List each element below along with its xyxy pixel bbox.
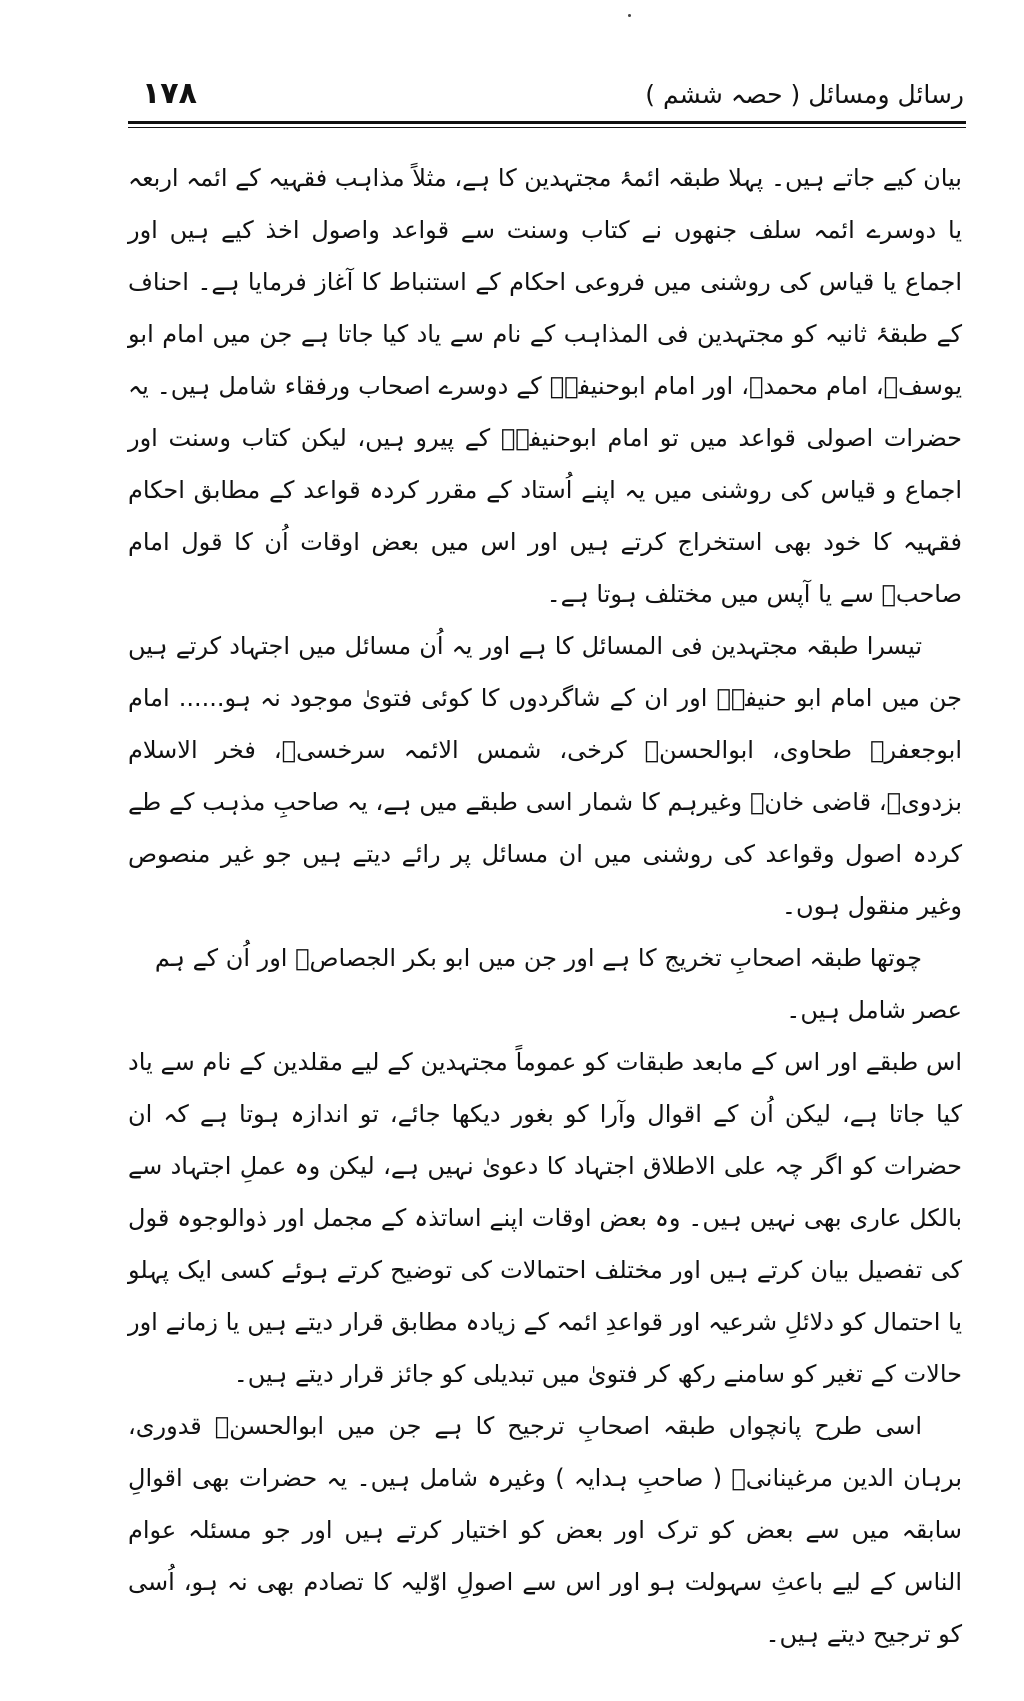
paragraph-1: بیان کیے جاتے ہیں۔ پہلا طبقہ ائمۂ مجتہدین کا ہے، مثلاً مذاہب فقہیہ کے ائمہ اربعہ یا دوسرے ائمہ سلف جنھوں نے کتاب وسنت سے قواعد واصول اخذ کیے ہیں اور اجماع یا قیاس کی روشنی میں فروعی احکام کے استنباط کا آغاز فرمایا ہے۔ احناف کے طبقۂ ثانیہ کو مجتہدین فی المذاہب کے نام سے یاد کیا جاتا ہے جن میں امام ابو یوسفؒ، امام محمدؒ، اور امام ابوحنیفہؒ کے دوسرے اصحاب ورفقاء شامل ہیں۔ یہ حضرات اصولی قواعد میں تو امام ابوحنیفہؒ کے پیرو ہیں، لیکن کتاب وسنت اور اجماع و قیاس کی روشنی میں یہ اپنے اُستاد کے مقرر کردہ قواعد کے مطابق احکام فقہیہ کا خود بھی استخراج کرتے ہیں اور اس میں بعض اوقات اُن کا قول امام صاحبؒ سے یا آپس میں مختلف ہوتا ہے۔ <box>128 164 962 608</box>
running-title: رسائل ومسائل ( حصہ ششم ) <box>645 80 964 109</box>
paragraph-5: اسی طرح پانچواں طبقہ اصحابِ ترجیح کا ہے جن میں ابوالحسنؒ قدوری، برہان الدین مرغینانیؒ ( صاحبِ ہدایہ ) وغیرہ شامل ہیں۔ یہ حضرات بھی اقوالِ سابقہ میں سے بعض کو ترک اور بعض کو اختیار کرتے ہیں اور جو مسئلہ عوام الناس کے لیے باعثِ سہولت ہو اور اس سے اصولِ اوّلیہ کا تصادم بھی نہ ہو، اُسی کو ترجیح دیتے ہیں۔ <box>128 1412 962 1648</box>
header-rule-thin <box>128 127 966 128</box>
page-header <box>132 70 964 126</box>
scan-speck <box>628 14 631 17</box>
page-number: ۱۷۸ <box>142 76 197 111</box>
body-text <box>128 152 962 1660</box>
header-rule <box>128 121 966 124</box>
paragraph-3: چوتھا طبقہ اصحابِ تخریج کا ہے اور جن میں ابو بکر الجصاصؒ اور اُن کے ہم عصر شامل ہیں۔ <box>154 944 962 1024</box>
paragraph-4: اس طبقے اور اس کے مابعد طبقات کو عموماً مجتہدین کے لیے مقلدین کے نام سے یاد کیا جاتا ہے، لیکن اُن کے اقوال وآرا کو بغور دیکھا جائے، تو اندازہ ہوتا ہے کہ ان حضرات کو اگر چہ علی الاطلاق اجتہاد کا دعویٰ نہیں ہے، لیکن وہ عملِ اجتہاد سے بالکل عاری بھی نہیں ہیں۔ وہ بعض اوقات اپنے اساتذہ کے مجمل اور ذوالوجوہ قول کی تفصیل بیان کرتے ہیں اور مختلف احتمالات کی توضیح کرتے ہوئے کسی ایک پہلو یا احتمال کو دلائلِ شرعیہ اور قواعدِ ائمہ کے زیادہ مطابق قرار دیتے ہیں یا زمانے اور حالات کے تغیر کو سامنے رکھ کر فتویٰ میں تبدیلی کو جائز قرار دیتے ہیں۔ <box>128 1048 962 1388</box>
paragraph-2: تیسرا طبقہ مجتہدین فی المسائل کا ہے اور یہ اُن مسائل میں اجتہاد کرتے ہیں جن میں امام ابو حنیفہؒ اور ان کے شاگردوں کا کوئی فتویٰ موجود نہ ہو...... امام ابوجعفرؒ طحاوی، ابوالحسنؒ کرخی، شمس الائمہ سرخسیؒ، فخر الاسلام بزدویؒ، قاضی خانؒ وغیرہم کا شمار اسی طبقے میں ہے، یہ صاحبِ مذہب کے طے کردہ اصول وقواعد کی روشنی میں ان مسائل پر رائے دیتے ہیں جو غیر منصوص وغیر منقول ہوں۔ <box>128 632 962 920</box>
